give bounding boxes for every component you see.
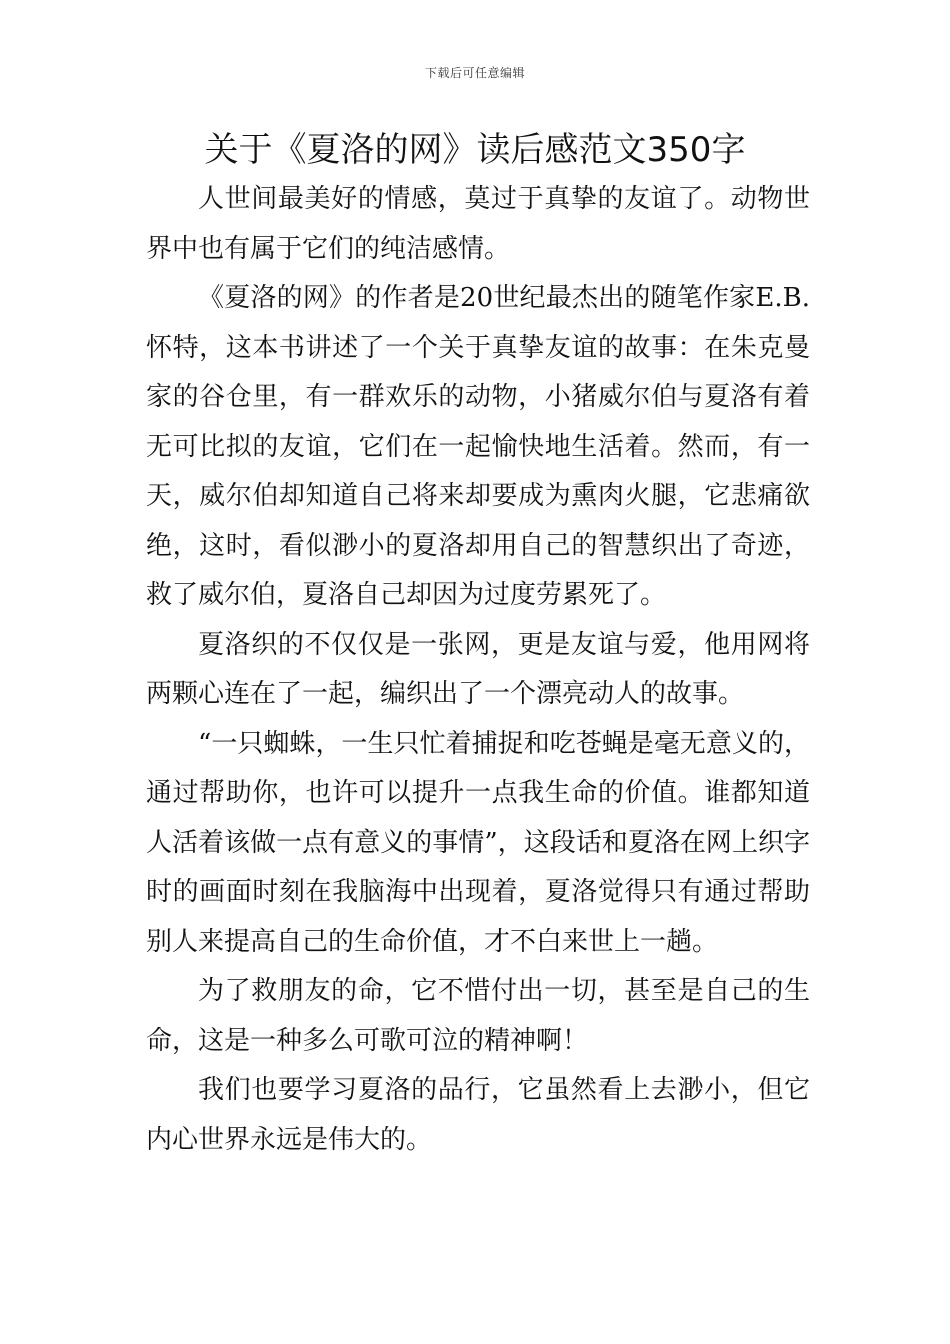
- paragraph-conclusion: 我们也要学习夏洛的品行，它虽然看上去渺小，但它内心世界永远是伟大的。: [146, 1075, 810, 1155]
- paragraph-intro: 人世间最美好的情感，莫过于真挚的友谊了。动物世界中也有属于它们的纯洁感情。: [146, 184, 810, 264]
- paragraph-story-summary: 《夏洛的网》的作者是20世纪最杰出的随笔作家E.B.怀特，这本书讲述了一个关于真挚友谊的故事：在朱克曼家的谷仓里，有一群欢乐的动物，小猪威尔伯与夏洛有着无可比拟的友谊，它们在一起愉快地生活着。然而，有一天，威尔伯却知道自己将来却要成为熏肉火腿，它悲痛欲绝，这时，看似渺小的夏洛却用自己的智慧织出了奇迹，救了威尔伯，夏洛自己却因为过度劳累死了。: [146, 283, 810, 610]
- page-header-note: 下载后可任意编辑: [424, 66, 525, 80]
- paragraph-quote: “一只蜘蛛，一生只忙着捕捉和吃苍蝇是毫无意义的，通过帮助你，也许可以提升一点我生命的价值。谁都知道人活着该做一点有意义的事情”，这段话和夏洛在网上织字时的画面时刻在我脑海中出现着，夏洛觉得只有通过帮助别人来提高自己的生命价值，才不白来世上一趟。: [146, 728, 810, 957]
- document-body: [146, 175, 810, 1165]
- paragraph-sacrifice: 为了救朋友的命，它不惜付出一切，甚至是自己的生命，这是一种多么可歌可泣的精神啊！: [146, 976, 810, 1056]
- paragraph-web-meaning: 夏洛织的不仅仅是一张网，更是友谊与爱，他用网将两颗心连在了一起，编织出了一个漂亮动人的故事。: [146, 629, 810, 709]
- document-title: 关于《夏洛的网》读后感范文350字: [204, 130, 746, 170]
